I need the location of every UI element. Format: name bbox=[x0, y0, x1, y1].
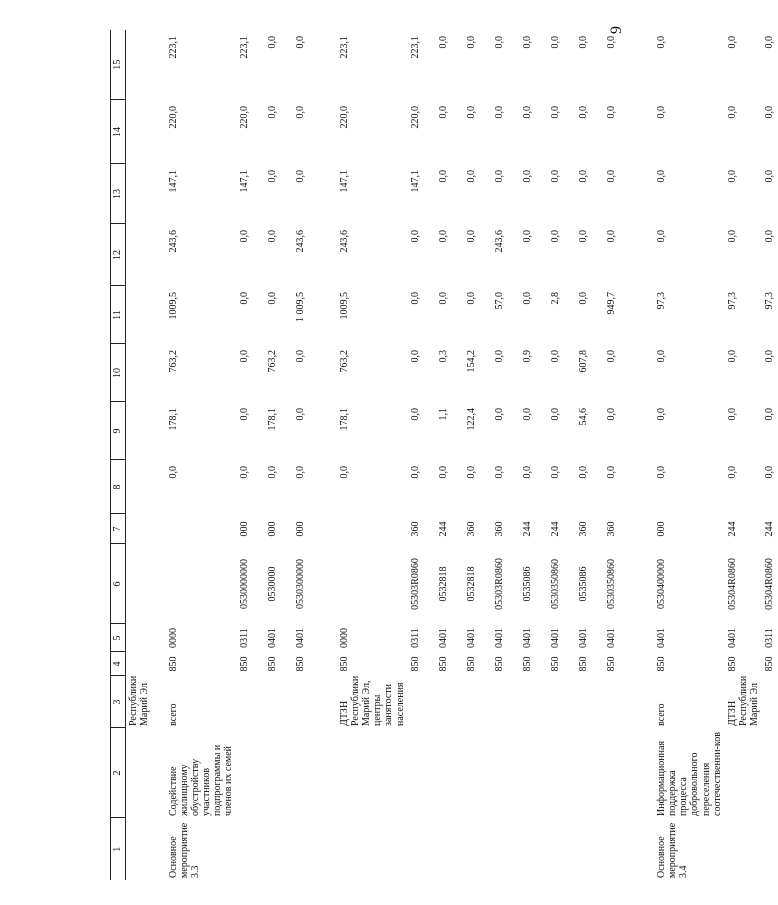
cell-c12: 243,6 bbox=[294, 230, 306, 253]
cell-c9: 0,0 bbox=[238, 408, 250, 421]
cell-c7: 360 bbox=[465, 521, 477, 537]
cell-c4: 850 bbox=[521, 656, 533, 672]
cell-c3 bbox=[237, 676, 265, 728]
cell-c4: 850 bbox=[577, 656, 589, 672]
cell-c12: 0,0 bbox=[549, 230, 561, 243]
cell-c5: 0311 bbox=[764, 628, 776, 648]
cell-c13: 0,0 bbox=[605, 170, 617, 183]
column-header: 11 bbox=[111, 286, 126, 344]
cell-c14: 0,0 bbox=[521, 106, 533, 119]
cell-c9: 1,1 bbox=[437, 408, 449, 421]
cell-c3 bbox=[408, 676, 436, 728]
cell-c9: 178,1 bbox=[266, 408, 278, 431]
column-header: 9 bbox=[111, 402, 126, 460]
cell-c7: 000 bbox=[238, 521, 250, 537]
cell-c6: 0530350860 bbox=[605, 559, 617, 609]
cell-c5: 0401 bbox=[266, 628, 278, 648]
cell-c7 bbox=[166, 514, 237, 544]
cell-c11: 949,7 bbox=[605, 292, 617, 315]
column-header: 3 bbox=[111, 676, 126, 728]
cell-c8: 0,0 bbox=[521, 466, 533, 479]
cell-c9: 0,0 bbox=[655, 408, 667, 421]
cell-c11: 1009,5 bbox=[338, 292, 350, 320]
cell-c4: 850 bbox=[605, 656, 617, 672]
cell-c6: 05304R0860 bbox=[764, 558, 776, 610]
cell-c10: 763,2 bbox=[167, 350, 179, 373]
cell-c10: 0,0 bbox=[238, 350, 250, 363]
cell-c6: 05303R0860 bbox=[409, 558, 421, 610]
cell-c11: 0,0 bbox=[238, 292, 250, 305]
cell-c10: 607,8 bbox=[577, 350, 589, 373]
cell-c14: 0,0 bbox=[577, 106, 589, 119]
cell-c13: 0,0 bbox=[549, 170, 561, 183]
cell-c1 bbox=[237, 818, 265, 880]
cell-c9: 0,0 bbox=[493, 408, 505, 421]
cell-c11: 97,3 bbox=[764, 292, 776, 310]
column-header: 10 bbox=[111, 344, 126, 402]
cell-c4: 850 bbox=[437, 656, 449, 672]
cell-c12: 0,0 bbox=[437, 230, 449, 243]
cell-c12: 243,6 bbox=[493, 230, 505, 253]
cell-c8: 0,0 bbox=[549, 466, 561, 479]
cell-c15: 223,1 bbox=[338, 36, 350, 59]
cell-c1 bbox=[520, 818, 548, 880]
cell-c1 bbox=[725, 818, 763, 880]
cell-c3 bbox=[436, 676, 464, 728]
cell-c11: 0,0 bbox=[266, 292, 278, 305]
cell-c7: 000 bbox=[294, 521, 306, 537]
cell-c2 bbox=[293, 728, 337, 818]
cell-c1 bbox=[576, 818, 604, 880]
cell-c9: 0,0 bbox=[521, 408, 533, 421]
cell-c15: 0,0 bbox=[493, 36, 505, 49]
cell-c1 bbox=[265, 818, 293, 880]
cell-c11: 0,0 bbox=[577, 292, 589, 305]
cell-c10: 0,0 bbox=[605, 350, 617, 363]
cell-c4: 850 bbox=[726, 656, 738, 672]
table-row bbox=[520, 30, 548, 880]
cell-c2 bbox=[492, 728, 520, 818]
table-row bbox=[166, 30, 237, 880]
budget-table bbox=[110, 30, 778, 880]
table-body bbox=[126, 30, 778, 880]
cell-c2 bbox=[464, 728, 492, 818]
cell-c3 bbox=[492, 676, 520, 728]
cell-c10: 0,9 bbox=[521, 350, 533, 363]
cell-c6 bbox=[166, 544, 237, 624]
cell-c1 bbox=[492, 818, 520, 880]
cell-c2 bbox=[337, 728, 408, 818]
cell-c15: 0,0 bbox=[437, 36, 449, 49]
cell-c8: 0,0 bbox=[437, 466, 449, 479]
cell-c6: 0532818 bbox=[465, 566, 477, 602]
cell-c2 bbox=[725, 728, 763, 818]
cell-c2 bbox=[436, 728, 464, 818]
cell-c3 bbox=[548, 676, 576, 728]
table-row bbox=[762, 30, 777, 880]
cell-c1 bbox=[408, 818, 436, 880]
cell-c2 bbox=[548, 728, 576, 818]
cell-c15: 0,0 bbox=[605, 36, 617, 49]
cell-c13: 147,1 bbox=[167, 170, 179, 193]
cell-c8: 0,0 bbox=[655, 466, 667, 479]
cell-c13: 0,0 bbox=[493, 170, 505, 183]
cell-c14: 220,0 bbox=[338, 106, 350, 129]
cell-c9: 122,4 bbox=[465, 408, 477, 431]
table-row bbox=[725, 30, 763, 880]
cell-c12: 243,6 bbox=[338, 230, 350, 253]
cell-c15: 0,0 bbox=[549, 36, 561, 49]
cell-c12: 0,0 bbox=[577, 230, 589, 243]
table-row bbox=[265, 30, 293, 880]
page-number: 9 bbox=[608, 26, 625, 34]
table-row bbox=[337, 30, 408, 880]
column-header: 14 bbox=[111, 100, 126, 164]
cell-c9: 178,1 bbox=[338, 408, 350, 431]
cell-c10: 0,0 bbox=[294, 350, 306, 363]
cell-c14: 0,0 bbox=[726, 106, 738, 119]
cell-c6: 05304R0860 bbox=[726, 558, 738, 610]
cell-c15: 223,1 bbox=[409, 36, 421, 59]
cell-c14: 220,0 bbox=[167, 106, 179, 129]
cell-c6: 0530000 bbox=[266, 566, 278, 602]
cell-c13: 0,0 bbox=[294, 170, 306, 183]
cell-c7: 360 bbox=[493, 521, 505, 537]
cell-c8: 0,0 bbox=[238, 466, 250, 479]
cell-c11: 1009,5 bbox=[167, 292, 179, 320]
cell-c2 bbox=[265, 728, 293, 818]
column-header: 5 bbox=[111, 624, 126, 652]
column-header: 13 bbox=[111, 164, 126, 224]
cell-c2 bbox=[576, 728, 604, 818]
cell-c10: 0,0 bbox=[493, 350, 505, 363]
cell-c4: 850 bbox=[493, 656, 505, 672]
cell-c9: 0,0 bbox=[294, 408, 306, 421]
cell-c3 bbox=[604, 676, 654, 728]
cell-c5: 0401 bbox=[605, 628, 617, 648]
cell-c8: 0,0 bbox=[465, 466, 477, 479]
cell-c11: 97,3 bbox=[726, 292, 738, 310]
cell-c9: 54,6 bbox=[577, 408, 589, 426]
cell-c8: 0,0 bbox=[764, 466, 776, 479]
cell-c9: 0,0 bbox=[409, 408, 421, 421]
cell-c12: 0,0 bbox=[465, 230, 477, 243]
cell-c12: 0,0 bbox=[409, 230, 421, 243]
cell-c8: 0,0 bbox=[266, 466, 278, 479]
cell-c4: 850 bbox=[549, 656, 561, 672]
cell-c5: 0401 bbox=[549, 628, 561, 648]
cell-c9: 0,0 bbox=[549, 408, 561, 421]
cell-c6: 0535086 bbox=[577, 566, 589, 602]
table-row bbox=[604, 30, 654, 880]
cell-c11: 0,0 bbox=[409, 292, 421, 305]
cell-c12: 243,6 bbox=[167, 230, 179, 253]
cell-c12: 0,0 bbox=[655, 230, 667, 243]
cell-c10: 0,0 bbox=[764, 350, 776, 363]
cell-c6: 0530350860 bbox=[549, 559, 561, 609]
cell-c15: 0,0 bbox=[577, 36, 589, 49]
cell-c9: 0,0 bbox=[726, 408, 738, 421]
cell-c5: 0311 bbox=[409, 628, 421, 648]
cell-c3: всего bbox=[655, 703, 667, 726]
cell-c5: 0311 bbox=[238, 628, 250, 648]
cell-c2 bbox=[520, 728, 548, 818]
cell-c13: 0,0 bbox=[764, 170, 776, 183]
cell-c1: Основное мероприятие 3.3 bbox=[167, 822, 201, 878]
cell-c12: 0,0 bbox=[726, 230, 738, 243]
cell-c8: 0,0 bbox=[294, 466, 306, 479]
cell-c1 bbox=[464, 818, 492, 880]
cell-c8: 0,0 bbox=[726, 466, 738, 479]
cell-c13: 0,0 bbox=[726, 170, 738, 183]
cell-c5: 0401 bbox=[437, 628, 449, 648]
cell-c5: 0401 bbox=[465, 628, 477, 648]
cell-c4: 850 bbox=[655, 656, 667, 672]
cell-c12: 0,0 bbox=[238, 230, 250, 243]
cell-c2: Информационная поддержка процесса добровольного переселения соотечественни-ков bbox=[655, 732, 723, 816]
cell-c3: ДТЗН Республики Марий Эл bbox=[726, 675, 761, 726]
cell-c6: 05303R0860 bbox=[493, 558, 505, 610]
cell-c15: 0,0 bbox=[465, 36, 477, 49]
column-header: 12 bbox=[111, 224, 126, 286]
cell-c10: 154,2 bbox=[465, 350, 477, 373]
cell-c1 bbox=[762, 818, 777, 880]
cell-c14: 0,0 bbox=[493, 106, 505, 119]
cell-c2 bbox=[762, 728, 777, 818]
cell-c5: 0401 bbox=[726, 628, 738, 648]
cell-c5: 0401 bbox=[521, 628, 533, 648]
cell-c4: 850 bbox=[465, 656, 477, 672]
cell-c5: 0401 bbox=[655, 628, 667, 648]
cell-c3: ДТЗН Республики Марий Эл, центры занятости населения bbox=[338, 675, 406, 726]
cell-c12: 0,0 bbox=[266, 230, 278, 243]
cell-c1: Основное мероприятие 3.4 bbox=[655, 822, 690, 878]
cell-c6: 0535086 bbox=[521, 566, 533, 602]
cell-c4: 850 bbox=[764, 656, 776, 672]
cell-c10: 763,2 bbox=[338, 350, 350, 373]
prelude-text: Республики Марий Эл bbox=[128, 675, 151, 726]
cell-c7: 000 bbox=[266, 521, 278, 537]
cell-c13: 0,0 bbox=[266, 170, 278, 183]
cell-c11: 1 009,5 bbox=[294, 292, 306, 322]
cell-c8: 0,0 bbox=[493, 466, 505, 479]
cell-c8: 0,0 bbox=[167, 466, 179, 479]
cell-c7: 360 bbox=[577, 521, 589, 537]
cell-c7: 244 bbox=[521, 521, 533, 537]
cell-c14: 0,0 bbox=[294, 106, 306, 119]
cell-c10: 763,2 bbox=[266, 350, 278, 373]
cell-c1 bbox=[436, 818, 464, 880]
cell-c8: 0,0 bbox=[577, 466, 589, 479]
table-row bbox=[492, 30, 520, 880]
cell-c3 bbox=[265, 676, 293, 728]
cell-c13: 0,0 bbox=[655, 170, 667, 183]
cell-c10: 0,0 bbox=[549, 350, 561, 363]
cell-c4: 850 bbox=[409, 656, 421, 672]
rotated-page bbox=[110, 30, 776, 880]
cell-c1 bbox=[293, 818, 337, 880]
cell-c15: 0,0 bbox=[294, 36, 306, 49]
cell-c14: 220,0 bbox=[409, 106, 421, 129]
cell-c13: 147,1 bbox=[238, 170, 250, 193]
cell-c6: 0530400000 bbox=[655, 559, 667, 609]
cell-c3 bbox=[576, 676, 604, 728]
cell-c5: 0401 bbox=[493, 628, 505, 648]
cell-c3 bbox=[520, 676, 548, 728]
table-header bbox=[111, 30, 126, 880]
column-header: 1 bbox=[111, 818, 126, 880]
cell-c2 bbox=[604, 728, 654, 818]
cell-c15: 0,0 bbox=[764, 36, 776, 49]
cell-c4: 850 bbox=[238, 656, 250, 672]
cell-c7: 244 bbox=[764, 521, 776, 537]
cell-c10: 0,3 bbox=[437, 350, 449, 363]
cell-c11: 57,0 bbox=[493, 292, 505, 310]
cell-c6 bbox=[337, 544, 408, 624]
cell-c5: 0000 bbox=[167, 628, 179, 648]
cell-c12: 0,0 bbox=[521, 230, 533, 243]
column-header: 8 bbox=[111, 460, 126, 514]
cell-c13: 0,0 bbox=[437, 170, 449, 183]
column-header: 6 bbox=[111, 544, 126, 624]
cell-c3 bbox=[293, 676, 337, 728]
cell-c5: 0401 bbox=[577, 628, 589, 648]
cell-c14: 0,0 bbox=[605, 106, 617, 119]
table-row bbox=[464, 30, 492, 880]
cell-c3: всего bbox=[167, 703, 179, 726]
cell-c13: 0,0 bbox=[577, 170, 589, 183]
cell-c15: 0,0 bbox=[266, 36, 278, 49]
cell-c1 bbox=[604, 818, 654, 880]
table-row bbox=[293, 30, 337, 880]
table-row bbox=[408, 30, 436, 880]
cell-c14: 0,0 bbox=[266, 106, 278, 119]
cell-c6: 0532818 bbox=[437, 566, 449, 602]
column-header: 7 bbox=[111, 514, 126, 544]
cell-c4: 850 bbox=[338, 656, 350, 672]
cell-c11: 97,3 bbox=[655, 292, 667, 310]
cell-c9: 0,0 bbox=[605, 408, 617, 421]
cell-c12: 0,0 bbox=[605, 230, 617, 243]
cell-c14: 220,0 bbox=[238, 106, 250, 129]
cell-c5: 0401 bbox=[294, 628, 306, 648]
cell-c8: 0,0 bbox=[605, 466, 617, 479]
cell-c6: 0530000000 bbox=[238, 559, 250, 609]
column-header: 2 bbox=[111, 728, 126, 818]
cell-c14: 0,0 bbox=[655, 106, 667, 119]
cell-c9: 0,0 bbox=[764, 408, 776, 421]
cell-c10: 0,0 bbox=[726, 350, 738, 363]
cell-c7: 244 bbox=[437, 521, 449, 537]
cell-c14: 0,0 bbox=[465, 106, 477, 119]
cell-c7: 360 bbox=[409, 521, 421, 537]
table-row bbox=[436, 30, 464, 880]
cell-c8: 0,0 bbox=[409, 466, 421, 479]
cell-c15: 223,1 bbox=[238, 36, 250, 59]
column-header: 4 bbox=[111, 652, 126, 676]
cell-c14: 0,0 bbox=[437, 106, 449, 119]
cell-c2: Содействие жилищному обустройству участников подпрограммы и членов их семей bbox=[167, 744, 235, 816]
cell-c14: 0,0 bbox=[549, 106, 561, 119]
cell-c1 bbox=[337, 818, 408, 880]
cell-c15: 0,0 bbox=[726, 36, 738, 49]
cell-c2 bbox=[237, 728, 265, 818]
table-row bbox=[548, 30, 576, 880]
cell-c10: 0,0 bbox=[655, 350, 667, 363]
cell-c15: 0,0 bbox=[521, 36, 533, 49]
cell-c7: 000 bbox=[655, 521, 667, 537]
cell-c11: 0,0 bbox=[465, 292, 477, 305]
cell-c4: 850 bbox=[266, 656, 278, 672]
cell-c7: 244 bbox=[726, 521, 738, 537]
cell-c8: 0,0 bbox=[338, 466, 350, 479]
cell-c12: 0,0 bbox=[764, 230, 776, 243]
cell-c4: 850 bbox=[167, 656, 179, 672]
cell-c13: 0,0 bbox=[521, 170, 533, 183]
cell-c7: 360 bbox=[605, 521, 617, 537]
cell-c2 bbox=[408, 728, 436, 818]
table-row bbox=[237, 30, 265, 880]
table-row bbox=[576, 30, 604, 880]
cell-c11: 0,0 bbox=[521, 292, 533, 305]
cell-c3 bbox=[464, 676, 492, 728]
column-header: 15 bbox=[111, 30, 126, 100]
cell-c3 bbox=[762, 676, 777, 728]
cell-c11: 2,8 bbox=[549, 292, 561, 305]
cell-c13: 147,1 bbox=[409, 170, 421, 193]
table-row bbox=[654, 30, 725, 880]
cell-c11: 0,0 bbox=[437, 292, 449, 305]
cell-c7 bbox=[337, 514, 408, 544]
cell-c1 bbox=[548, 818, 576, 880]
cell-c10: 0,0 bbox=[409, 350, 421, 363]
cell-c7: 244 bbox=[549, 521, 561, 537]
cell-c4: 850 bbox=[294, 656, 306, 672]
cell-c9: 178,1 bbox=[167, 408, 179, 431]
cell-c6: 0530300000 bbox=[294, 559, 306, 609]
cell-c15: 223,1 bbox=[167, 36, 179, 59]
cell-c5: 0000 bbox=[338, 628, 350, 648]
table-row bbox=[126, 30, 166, 880]
cell-c13: 147,1 bbox=[338, 170, 350, 193]
cell-c15: 0,0 bbox=[655, 36, 667, 49]
cell-c13: 0,0 bbox=[465, 170, 477, 183]
cell-c14: 0,0 bbox=[764, 106, 776, 119]
